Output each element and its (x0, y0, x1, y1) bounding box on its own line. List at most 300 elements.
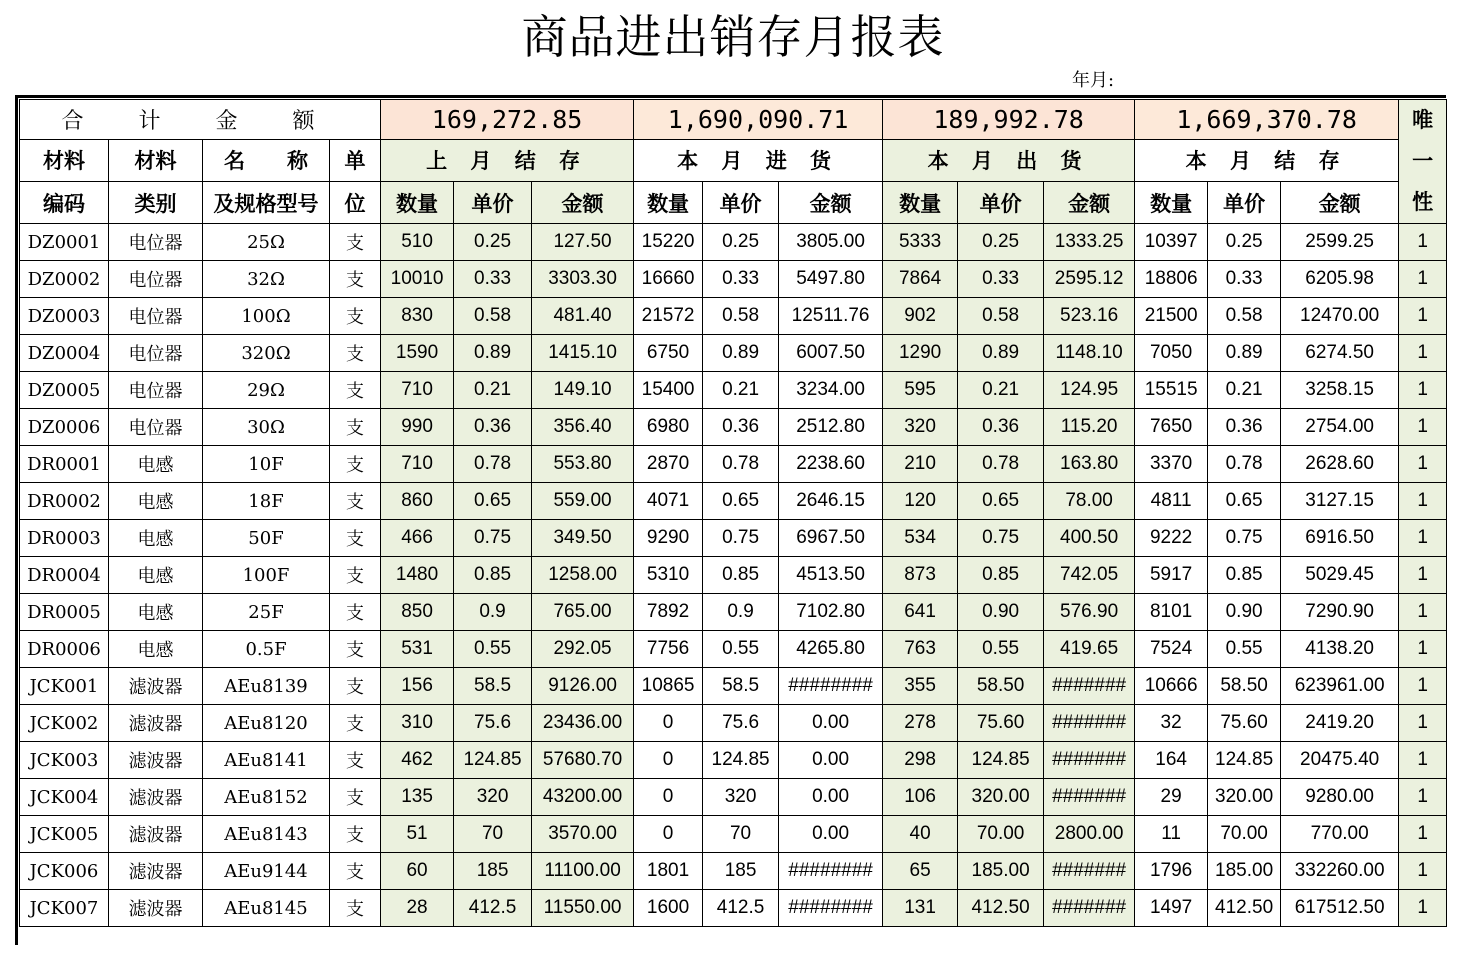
bal-price-cell: 320.00 (1208, 779, 1281, 816)
sub-price: 单价 (703, 182, 779, 224)
material-code-cell: DZ0001 (20, 224, 109, 261)
col-name-bottom: 及规格型号 (203, 182, 330, 224)
name-spec-cell: AEu8143 (203, 816, 330, 853)
group-balance: 本 月 结 存 (1135, 139, 1399, 182)
bal-amount-cell: 2599.25 (1281, 224, 1399, 261)
unit-cell: 支 (330, 742, 381, 779)
category-cell: 滤波器 (109, 705, 203, 742)
out-price-cell: 0.21 (958, 372, 1044, 409)
bal-price-cell: 0.75 (1208, 520, 1281, 557)
out-price-cell: 185.00 (958, 853, 1044, 890)
unit-cell: 支 (330, 631, 381, 668)
name-spec-cell: AEu8120 (203, 705, 330, 742)
sub-amount: 金额 (1281, 182, 1399, 224)
unique-char-2: 一 (1412, 149, 1434, 173)
out-price-cell: 0.85 (958, 557, 1044, 594)
prev-qty-cell: 28 (381, 890, 454, 927)
out-price-cell: 75.60 (958, 705, 1044, 742)
in-amount-cell: 7102.80 (779, 594, 883, 631)
bal-amount-cell: 4138.20 (1281, 631, 1399, 668)
out-price-cell: 0.78 (958, 446, 1044, 483)
out-qty-cell: 320 (883, 409, 958, 446)
in-price-cell: 75.6 (703, 705, 779, 742)
in-amount-cell: 3805.00 (779, 224, 883, 261)
in-qty-cell: 0 (634, 816, 703, 853)
unique-cell: 1 (1399, 335, 1447, 372)
unique-cell: 1 (1399, 890, 1447, 927)
out-qty-cell: 278 (883, 705, 958, 742)
material-code-cell: DZ0004 (20, 335, 109, 372)
bal-price-cell: 0.21 (1208, 372, 1281, 409)
prev-qty-cell: 850 (381, 594, 454, 631)
in-price-cell: 185 (703, 853, 779, 890)
unit-cell: 支 (330, 705, 381, 742)
in-amount-cell: 4513.50 (779, 557, 883, 594)
unit-cell: 支 (330, 853, 381, 890)
out-qty-cell: 1290 (883, 335, 958, 372)
col-name-top: 名 称 (203, 139, 330, 182)
unique-cell: 1 (1399, 816, 1447, 853)
in-amount-cell: 4265.80 (779, 631, 883, 668)
in-qty-cell: 2870 (634, 446, 703, 483)
bal-price-cell: 0.55 (1208, 631, 1281, 668)
in-qty-cell: 0 (634, 779, 703, 816)
sub-qty: 数量 (634, 182, 703, 224)
out-amount-cell: 1148.10 (1044, 335, 1135, 372)
category-cell: 电感 (109, 483, 203, 520)
prev-price-cell: 0.55 (454, 631, 532, 668)
prev-amount-cell: 3303.30 (532, 261, 634, 298)
out-amount-cell: ####### (1044, 668, 1135, 705)
unique-cell: 1 (1399, 483, 1447, 520)
prev-qty-cell: 710 (381, 372, 454, 409)
unit-cell: 支 (330, 446, 381, 483)
table-row (20, 631, 1447, 668)
sub-qty: 数量 (1135, 182, 1208, 224)
bal-amount-cell: 332260.00 (1281, 853, 1399, 890)
unique-cell: 1 (1399, 261, 1447, 298)
in-price-cell: 320 (703, 779, 779, 816)
prev-qty-cell: 10010 (381, 261, 454, 298)
prev-price-cell: 75.6 (454, 705, 532, 742)
prev-amount-cell: 11550.00 (532, 890, 634, 927)
name-spec-cell: AEu9144 (203, 853, 330, 890)
material-code-cell: DR0002 (20, 483, 109, 520)
bal-qty-cell: 11 (1135, 816, 1208, 853)
unit-cell: 支 (330, 594, 381, 631)
out-amount-cell: 163.80 (1044, 446, 1135, 483)
name-spec-cell: 320Ω (203, 335, 330, 372)
totals-row (20, 100, 1447, 140)
in-price-cell: 124.85 (703, 742, 779, 779)
name-spec-cell: 25Ω (203, 224, 330, 261)
in-amount-cell: ######## (779, 668, 883, 705)
sub-price: 单价 (454, 182, 532, 224)
unique-cell: 1 (1399, 668, 1447, 705)
unique-cell: 1 (1399, 557, 1447, 594)
out-qty-cell: 65 (883, 853, 958, 890)
out-qty-cell: 355 (883, 668, 958, 705)
prev-price-cell: 412.5 (454, 890, 532, 927)
name-spec-cell: AEu8141 (203, 742, 330, 779)
material-code-cell: JCK007 (20, 890, 109, 927)
sub-price: 单价 (1208, 182, 1281, 224)
bal-qty-cell: 15515 (1135, 372, 1208, 409)
prev-price-cell: 0.58 (454, 298, 532, 335)
category-cell: 电感 (109, 446, 203, 483)
bal-qty-cell: 7050 (1135, 335, 1208, 372)
in-qty-cell: 4071 (634, 483, 703, 520)
out-amount-cell: 400.50 (1044, 520, 1135, 557)
prev-price-cell: 185 (454, 853, 532, 890)
prev-amount-cell: 349.50 (532, 520, 634, 557)
group-sales: 本 月 出 货 (883, 139, 1135, 182)
in-amount-cell: 0.00 (779, 742, 883, 779)
prev-qty-cell: 1590 (381, 335, 454, 372)
out-price-cell: 0.55 (958, 631, 1044, 668)
bal-amount-cell: 12470.00 (1281, 298, 1399, 335)
out-amount-cell: 78.00 (1044, 483, 1135, 520)
bal-qty-cell: 164 (1135, 742, 1208, 779)
category-cell: 滤波器 (109, 668, 203, 705)
in-qty-cell: 0 (634, 742, 703, 779)
category-cell: 滤波器 (109, 816, 203, 853)
category-cell: 电感 (109, 631, 203, 668)
category-cell: 滤波器 (109, 853, 203, 890)
in-qty-cell: 5310 (634, 557, 703, 594)
out-amount-cell: 742.05 (1044, 557, 1135, 594)
in-qty-cell: 0 (634, 705, 703, 742)
name-spec-cell: AEu8139 (203, 668, 330, 705)
prev-qty-cell: 462 (381, 742, 454, 779)
material-code-cell: JCK001 (20, 668, 109, 705)
name-spec-cell: AEu8145 (203, 890, 330, 927)
out-amount-cell: ####### (1044, 742, 1135, 779)
table-row (20, 779, 1447, 816)
in-price-cell: 0.55 (703, 631, 779, 668)
table-row (20, 409, 1447, 446)
table-row (20, 298, 1447, 335)
unique-cell: 1 (1399, 742, 1447, 779)
in-amount-cell: ######## (779, 890, 883, 927)
in-amount-cell: 5497.80 (779, 261, 883, 298)
unit-cell: 支 (330, 261, 381, 298)
category-cell: 电位器 (109, 298, 203, 335)
in-price-cell: 0.36 (703, 409, 779, 446)
table-row (20, 335, 1447, 372)
prev-qty-cell: 990 (381, 409, 454, 446)
unit-cell: 支 (330, 335, 381, 372)
unique-cell: 1 (1399, 779, 1447, 816)
col-material-code-top: 材料 (20, 139, 109, 182)
out-amount-cell: 2800.00 (1044, 816, 1135, 853)
group-header-row (20, 139, 1447, 182)
prev-price-cell: 58.5 (454, 668, 532, 705)
prev-amount-cell: 57680.70 (532, 742, 634, 779)
out-price-cell: 0.36 (958, 409, 1044, 446)
bal-qty-cell: 3370 (1135, 446, 1208, 483)
prev-amount-cell: 1258.00 (532, 557, 634, 594)
out-qty-cell: 5333 (883, 224, 958, 261)
out-amount-cell: 523.16 (1044, 298, 1135, 335)
bal-qty-cell: 7524 (1135, 631, 1208, 668)
out-price-cell: 70.00 (958, 816, 1044, 853)
out-qty-cell: 873 (883, 557, 958, 594)
bal-qty-cell: 29 (1135, 779, 1208, 816)
name-spec-cell: 0.5F (203, 631, 330, 668)
prev-amount-cell: 559.00 (532, 483, 634, 520)
unit-cell: 支 (330, 816, 381, 853)
unique-cell: 1 (1399, 298, 1447, 335)
unique-cell: 1 (1399, 853, 1447, 890)
category-cell: 电感 (109, 557, 203, 594)
unique-cell: 1 (1399, 372, 1447, 409)
category-cell: 电位器 (109, 409, 203, 446)
unit-cell: 支 (330, 372, 381, 409)
bal-price-cell: 0.85 (1208, 557, 1281, 594)
total-sales: 189,992.78 (883, 100, 1135, 140)
bal-price-cell: 58.50 (1208, 668, 1281, 705)
bal-amount-cell: 20475.40 (1281, 742, 1399, 779)
prev-amount-cell: 127.50 (532, 224, 634, 261)
prev-amount-cell: 9126.00 (532, 668, 634, 705)
name-spec-cell: 100F (203, 557, 330, 594)
out-qty-cell: 763 (883, 631, 958, 668)
category-cell: 电感 (109, 594, 203, 631)
group-prev-balance: 上 月 结 存 (381, 139, 634, 182)
in-qty-cell: 15400 (634, 372, 703, 409)
in-qty-cell: 6750 (634, 335, 703, 372)
prev-qty-cell: 531 (381, 631, 454, 668)
out-amount-cell: 1333.25 (1044, 224, 1135, 261)
table-row (20, 483, 1447, 520)
in-amount-cell: 6967.50 (779, 520, 883, 557)
bal-qty-cell: 32 (1135, 705, 1208, 742)
sub-amount: 金额 (1044, 182, 1135, 224)
in-price-cell: 0.75 (703, 520, 779, 557)
material-code-cell: DZ0003 (20, 298, 109, 335)
prev-price-cell: 0.78 (454, 446, 532, 483)
in-qty-cell: 9290 (634, 520, 703, 557)
prev-price-cell: 0.21 (454, 372, 532, 409)
prev-qty-cell: 860 (381, 483, 454, 520)
bal-qty-cell: 4811 (1135, 483, 1208, 520)
prev-amount-cell: 765.00 (532, 594, 634, 631)
out-price-cell: 0.75 (958, 520, 1044, 557)
table-row (20, 372, 1447, 409)
category-cell: 电位器 (109, 224, 203, 261)
prev-qty-cell: 466 (381, 520, 454, 557)
name-spec-cell: 50F (203, 520, 330, 557)
unit-cell: 支 (330, 890, 381, 927)
out-qty-cell: 120 (883, 483, 958, 520)
prev-amount-cell: 1415.10 (532, 335, 634, 372)
bal-qty-cell: 5917 (1135, 557, 1208, 594)
bal-qty-cell: 10397 (1135, 224, 1208, 261)
name-spec-cell: 10F (203, 446, 330, 483)
out-amount-cell: 2595.12 (1044, 261, 1135, 298)
bal-amount-cell: 770.00 (1281, 816, 1399, 853)
in-price-cell: 0.9 (703, 594, 779, 631)
in-qty-cell: 6980 (634, 409, 703, 446)
prev-qty-cell: 135 (381, 779, 454, 816)
in-amount-cell: 0.00 (779, 705, 883, 742)
in-qty-cell: 15220 (634, 224, 703, 261)
prev-price-cell: 0.75 (454, 520, 532, 557)
bal-amount-cell: 6274.50 (1281, 335, 1399, 372)
unit-cell: 支 (330, 557, 381, 594)
bal-qty-cell: 1796 (1135, 853, 1208, 890)
col-category-bottom: 类别 (109, 182, 203, 224)
unit-cell: 支 (330, 298, 381, 335)
out-amount-cell: 115.20 (1044, 409, 1135, 446)
in-amount-cell: 0.00 (779, 816, 883, 853)
prev-amount-cell: 23436.00 (532, 705, 634, 742)
bal-qty-cell: 18806 (1135, 261, 1208, 298)
out-qty-cell: 40 (883, 816, 958, 853)
prev-price-cell: 0.9 (454, 594, 532, 631)
category-cell: 电位器 (109, 335, 203, 372)
category-cell: 电位器 (109, 372, 203, 409)
unique-cell: 1 (1399, 446, 1447, 483)
out-price-cell: 0.90 (958, 594, 1044, 631)
prev-price-cell: 0.36 (454, 409, 532, 446)
material-code-cell: JCK006 (20, 853, 109, 890)
bal-qty-cell: 1497 (1135, 890, 1208, 927)
in-amount-cell: 12511.76 (779, 298, 883, 335)
total-balance: 1,669,370.78 (1135, 100, 1399, 140)
name-spec-cell: 30Ω (203, 409, 330, 446)
total-purchases: 1,690,090.71 (634, 100, 883, 140)
out-qty-cell: 595 (883, 372, 958, 409)
inventory-table (19, 99, 1447, 927)
out-amount-cell: ####### (1044, 705, 1135, 742)
bal-qty-cell: 21500 (1135, 298, 1208, 335)
bal-amount-cell: 9280.00 (1281, 779, 1399, 816)
bal-price-cell: 0.58 (1208, 298, 1281, 335)
prev-qty-cell: 156 (381, 668, 454, 705)
in-amount-cell: 3234.00 (779, 372, 883, 409)
prev-amount-cell: 292.05 (532, 631, 634, 668)
in-price-cell: 0.21 (703, 372, 779, 409)
table-row (20, 853, 1447, 890)
material-code-cell: DR0001 (20, 446, 109, 483)
category-cell: 滤波器 (109, 890, 203, 927)
bal-amount-cell: 3127.15 (1281, 483, 1399, 520)
bal-amount-cell: 2754.00 (1281, 409, 1399, 446)
unique-cell: 1 (1399, 705, 1447, 742)
name-spec-cell: AEu8152 (203, 779, 330, 816)
bal-amount-cell: 623961.00 (1281, 668, 1399, 705)
sub-price: 单价 (958, 182, 1044, 224)
out-amount-cell: 419.65 (1044, 631, 1135, 668)
bal-amount-cell: 6205.98 (1281, 261, 1399, 298)
prev-price-cell: 0.33 (454, 261, 532, 298)
prev-amount-cell: 553.80 (532, 446, 634, 483)
name-spec-cell: 25F (203, 594, 330, 631)
out-qty-cell: 298 (883, 742, 958, 779)
col-unit-bottom: 位 (330, 182, 381, 224)
bal-amount-cell: 2628.60 (1281, 446, 1399, 483)
total-amount-label: 合 计 金 额 (20, 100, 381, 140)
sub-amount: 金额 (532, 182, 634, 224)
table-row (20, 742, 1447, 779)
prev-price-cell: 0.89 (454, 335, 532, 372)
in-qty-cell: 16660 (634, 261, 703, 298)
material-code-cell: DR0006 (20, 631, 109, 668)
unique-char-1: 唯 (1412, 108, 1434, 132)
out-amount-cell: 124.95 (1044, 372, 1135, 409)
out-price-cell: 0.65 (958, 483, 1044, 520)
in-amount-cell: 6007.50 (779, 335, 883, 372)
in-price-cell: 0.25 (703, 224, 779, 261)
bal-price-cell: 124.85 (1208, 742, 1281, 779)
prev-amount-cell: 43200.00 (532, 779, 634, 816)
in-price-cell: 0.85 (703, 557, 779, 594)
bal-price-cell: 0.78 (1208, 446, 1281, 483)
unique-cell: 1 (1399, 520, 1447, 557)
in-amount-cell: 2238.60 (779, 446, 883, 483)
bal-qty-cell: 8101 (1135, 594, 1208, 631)
unique-char-3: 性 (1412, 190, 1434, 214)
bal-price-cell: 185.00 (1208, 853, 1281, 890)
unique-cell: 1 (1399, 224, 1447, 261)
unit-cell: 支 (330, 409, 381, 446)
unit-cell: 支 (330, 779, 381, 816)
category-cell: 滤波器 (109, 779, 203, 816)
category-cell: 电感 (109, 520, 203, 557)
prev-price-cell: 0.65 (454, 483, 532, 520)
out-amount-cell: ####### (1044, 890, 1135, 927)
name-spec-cell: 18F (203, 483, 330, 520)
report-title: 商品进出销存月报表 (521, 10, 945, 64)
year-month-label: 年月: (1072, 70, 1115, 91)
prev-qty-cell: 710 (381, 446, 454, 483)
out-amount-cell: 576.90 (1044, 594, 1135, 631)
in-price-cell: 412.5 (703, 890, 779, 927)
bal-price-cell: 75.60 (1208, 705, 1281, 742)
table-row (20, 446, 1447, 483)
bal-qty-cell: 7650 (1135, 409, 1208, 446)
col-unit-top: 单 (330, 139, 381, 182)
bal-amount-cell: 6916.50 (1281, 520, 1399, 557)
table-row (20, 816, 1447, 853)
in-amount-cell: 2512.80 (779, 409, 883, 446)
out-qty-cell: 641 (883, 594, 958, 631)
out-price-cell: 0.33 (958, 261, 1044, 298)
unit-cell: 支 (330, 224, 381, 261)
prev-amount-cell: 149.10 (532, 372, 634, 409)
unit-cell: 支 (330, 483, 381, 520)
bal-price-cell: 70.00 (1208, 816, 1281, 853)
in-qty-cell: 10865 (634, 668, 703, 705)
sub-header-row (20, 182, 1447, 224)
prev-qty-cell: 1480 (381, 557, 454, 594)
prev-amount-cell: 356.40 (532, 409, 634, 446)
material-code-cell: JCK002 (20, 705, 109, 742)
unique-header (1399, 100, 1447, 224)
prev-qty-cell: 510 (381, 224, 454, 261)
in-price-cell: 0.65 (703, 483, 779, 520)
unit-cell: 支 (330, 668, 381, 705)
col-material-code-bottom: 编码 (20, 182, 109, 224)
in-qty-cell: 21572 (634, 298, 703, 335)
in-price-cell: 70 (703, 816, 779, 853)
out-price-cell: 124.85 (958, 742, 1044, 779)
out-qty-cell: 534 (883, 520, 958, 557)
bal-amount-cell: 7290.90 (1281, 594, 1399, 631)
in-qty-cell: 7892 (634, 594, 703, 631)
